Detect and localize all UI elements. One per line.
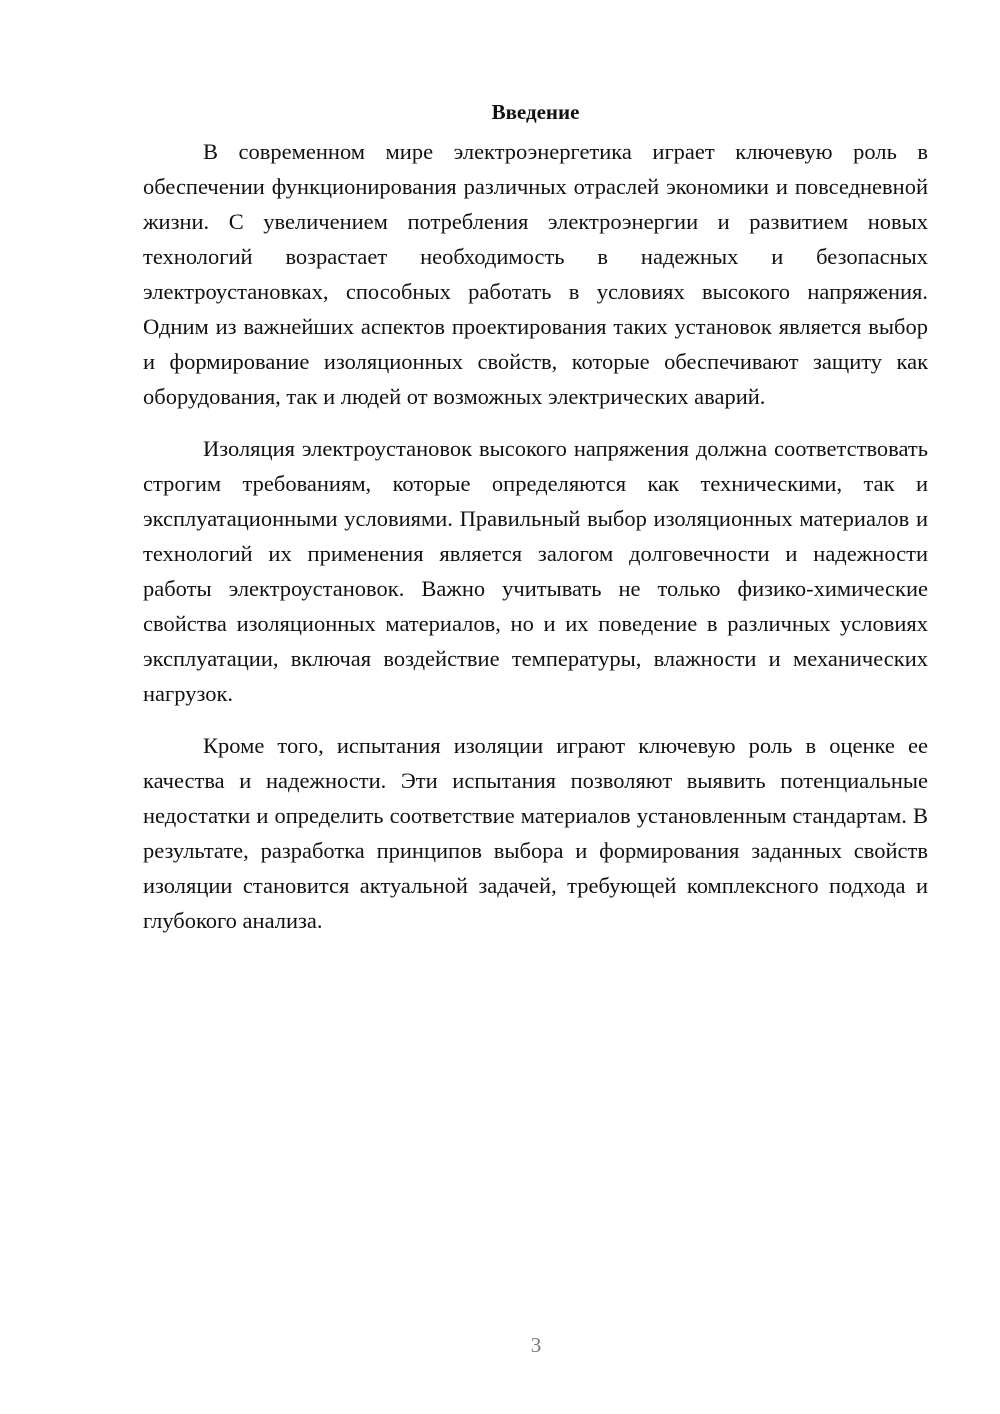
paragraph-1: В современном мире электроэнергетика играет ключевую роль в обеспечении функционирования различных отраслей экономики и повседневной жизни. С увеличением потребления электроэнергии и развитием новых технологий возрастает необходимость в надежных и безопасных электроустановках, способных работать в условиях высокого напряжения. Одним из важнейших аспектов проектирования таких установок является выбор и формирование изоляционных свойств, которые обеспечивают защиту как оборудования, так и людей от возможных электрических аварий. [143,139,928,409]
paragraph-2: Изоляция электроустановок высокого напряжения должна соответствовать строгим требованиям, которые определяются как техническими, так и эксплуатационными условиями. Правильный выбор изоляционных материалов и технологий их применения является залогом долговечности и надежности работы электроустановок. Важно учитывать не только физико-химические свойства изоляционных материалов, но и их поведение в различных условиях эксплуатации, включая воздействие температуры, влажности и механических нагрузок. [143,436,928,706]
section-heading: Введение [491,100,580,124]
document-body [143,90,928,955]
paragraph-3: Кроме того, испытания изоляции играют ключевую роль в оценке ее качества и надежности. Эти испытания позволяют выявить потенциальные недостатки и определить соответствие материалов установленным стандартам. В результате, разработка принципов выбора и формирования заданных свойств изоляции становится актуальной задачей, требующей комплексного подхода и глубокого анализа. [143,733,928,933]
page-number: 3 [530,1333,542,1357]
